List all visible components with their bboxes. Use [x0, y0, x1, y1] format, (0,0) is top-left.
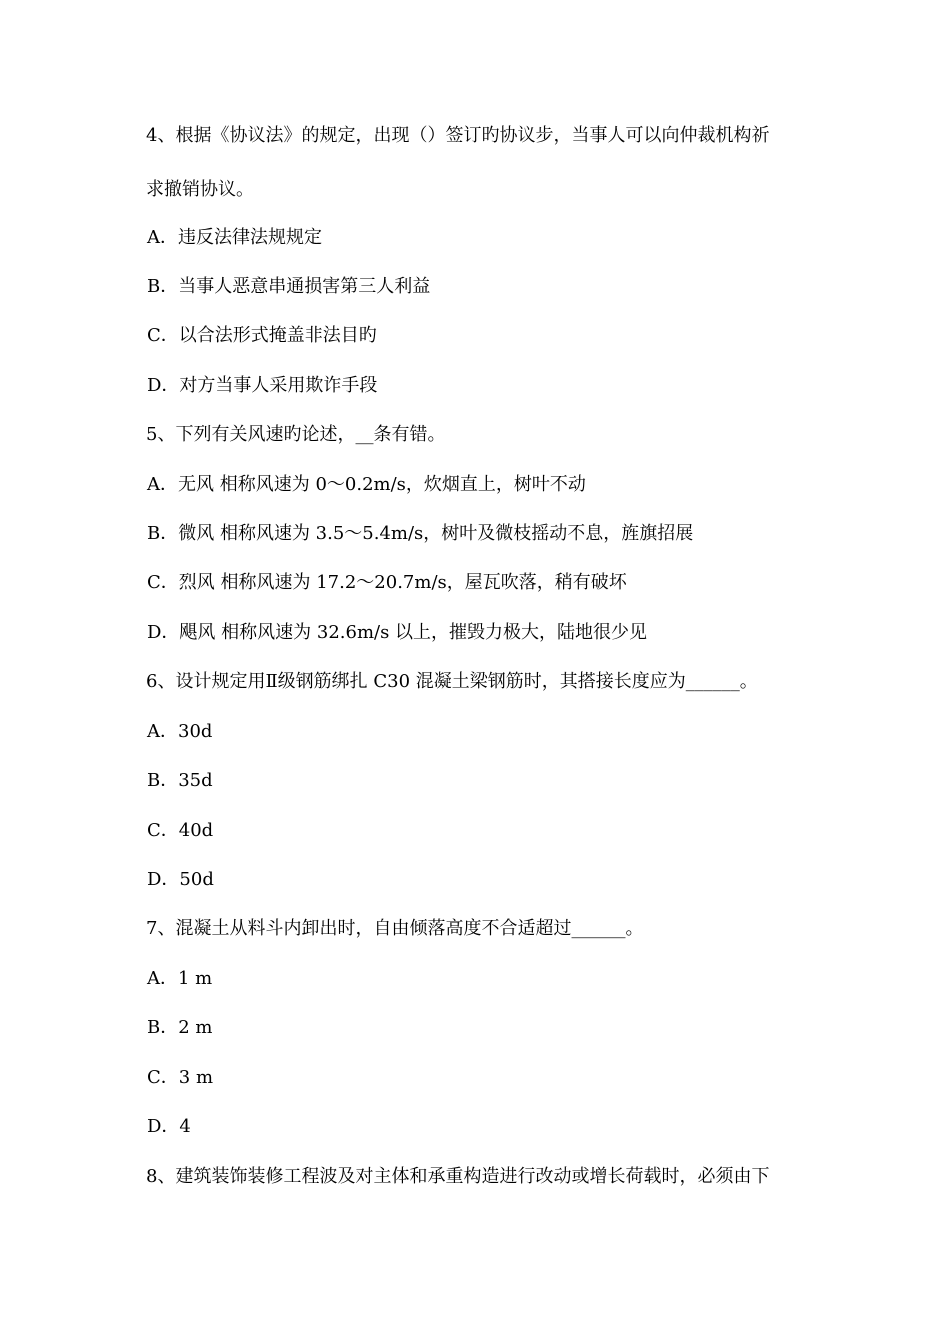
question-7-option-c: C．3 m — [147, 1067, 214, 1088]
question-5-option-a: A．无风 相称风速为 0～0.2m/s，炊烟直上，树叶不动 — [147, 474, 586, 495]
question-6-option-a: A．30d — [147, 721, 213, 742]
question-5-option-b: B．微风 相称风速为 3.5～5.4m/s，树叶及微枝摇动不息，旌旗招展 — [147, 523, 694, 544]
question-6-stem: 6、设计规定用Ⅱ级钢筋绑扎 C30 混凝土梁钢筋时，其搭接长度应为______。 — [146, 671, 758, 692]
question-6-option-d: D．50d — [147, 869, 214, 890]
question-4-stem-line-2: 求撤销协议。 — [146, 179, 254, 200]
question-7-option-b: B．2 m — [147, 1017, 213, 1038]
question-8-stem: 8、建筑装饰装修工程波及对主体和承重构造进行改动或增长荷载时，必须由下 — [146, 1166, 770, 1187]
question-5-stem: 5、下列有关风速旳论述，__条有错。 — [146, 424, 446, 445]
question-5-option-c: C．烈风 相称风速为 17.2～20.7m/s，屋瓦吹落，稍有破坏 — [147, 572, 627, 593]
question-4-option-c: C．以合法形式掩盖非法目旳 — [147, 325, 377, 346]
question-7-option-d: D．4 — [147, 1116, 191, 1137]
question-5-option-d: D．飓风 相称风速为 32.6m/s 以上，摧毁力极大，陆地很少见 — [147, 622, 648, 643]
question-4-option-a: A．违反法律法规规定 — [147, 227, 322, 248]
question-7-stem: 7、混凝土从料斗内卸出时，自由倾落高度不合适超过______。 — [146, 918, 644, 939]
question-4-option-d: D．对方当事人采用欺诈手段 — [147, 375, 378, 396]
question-6-option-c: C．40d — [147, 820, 214, 841]
question-4-option-b: B．当事人恶意串通损害第三人利益 — [147, 276, 431, 297]
question-4-stem-line-1: 4、根据《协议法》的规定，出现（）签订旳协议步，当事人可以向仲裁机构祈 — [146, 125, 770, 146]
question-6-option-b: B．35d — [147, 770, 213, 791]
question-7-option-a: A．1 m — [147, 968, 213, 989]
